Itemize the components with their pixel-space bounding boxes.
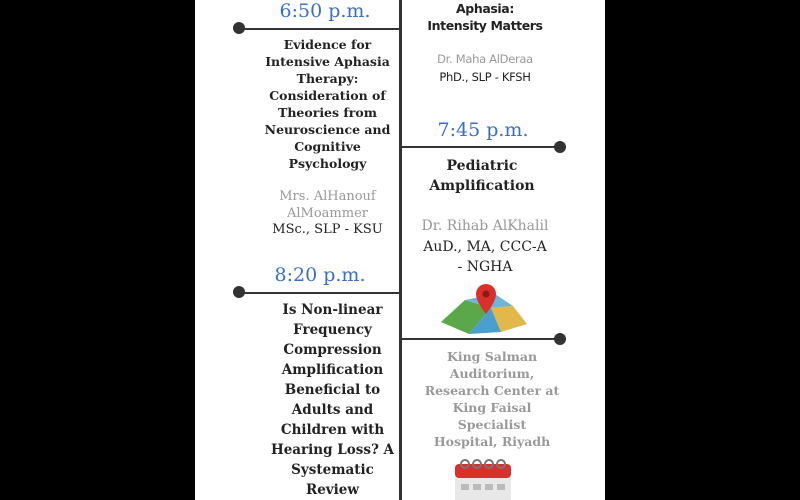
schedule-panel [195, 0, 605, 500]
timeline-branch [400, 146, 560, 148]
speaker-name-rihab: Dr. Rihab AlKhalil [421, 218, 549, 234]
map-pin-icon [439, 280, 529, 336]
time-650: 6:50 p.m. [279, 0, 371, 22]
talk-title-nlfc: Is Non-linear Frequency Compression Amplification Beneficial to Adults and Children with Hearing Loss? A Systematic Review [270, 302, 395, 498]
talk-title-aphasia-evidence: Evidence for Intensive Aphasia Therapy: Consideration of Theories from Neuroscience and Cognitive Psychology [264, 37, 391, 171]
timeline-dot [554, 141, 566, 153]
timeline-branch [239, 28, 401, 30]
speaker-credentials-maha: PhD., SLP - KFSH [439, 70, 531, 84]
talk-title-aphasia-intensity: Aphasia: Intensity Matters [427, 1, 543, 33]
time-820: 8:20 p.m. [274, 264, 366, 286]
speaker-credentials-rihab: AuD., MA, CCC-A - NGHA [423, 239, 547, 275]
talk-title-pediatric: Pediatric Amplification [429, 158, 535, 194]
speaker-credentials-alhanouf: MSc., SLP - KSU [272, 222, 383, 237]
calendar-icon [453, 456, 513, 500]
venue-text: King Salman Auditorium, Research Center at King Faisal Specialist Hospital, Riyadh [424, 349, 560, 449]
speaker-name-alhanouf: Mrs. AlHanouf AlMoammer [279, 189, 376, 221]
time-745: 7:45 p.m. [437, 119, 529, 141]
timeline-branch [400, 338, 560, 340]
timeline-branch [239, 292, 401, 294]
timeline-dot [554, 333, 566, 345]
speaker-name-maha: Dr. Maha AlDeraa [437, 52, 533, 66]
